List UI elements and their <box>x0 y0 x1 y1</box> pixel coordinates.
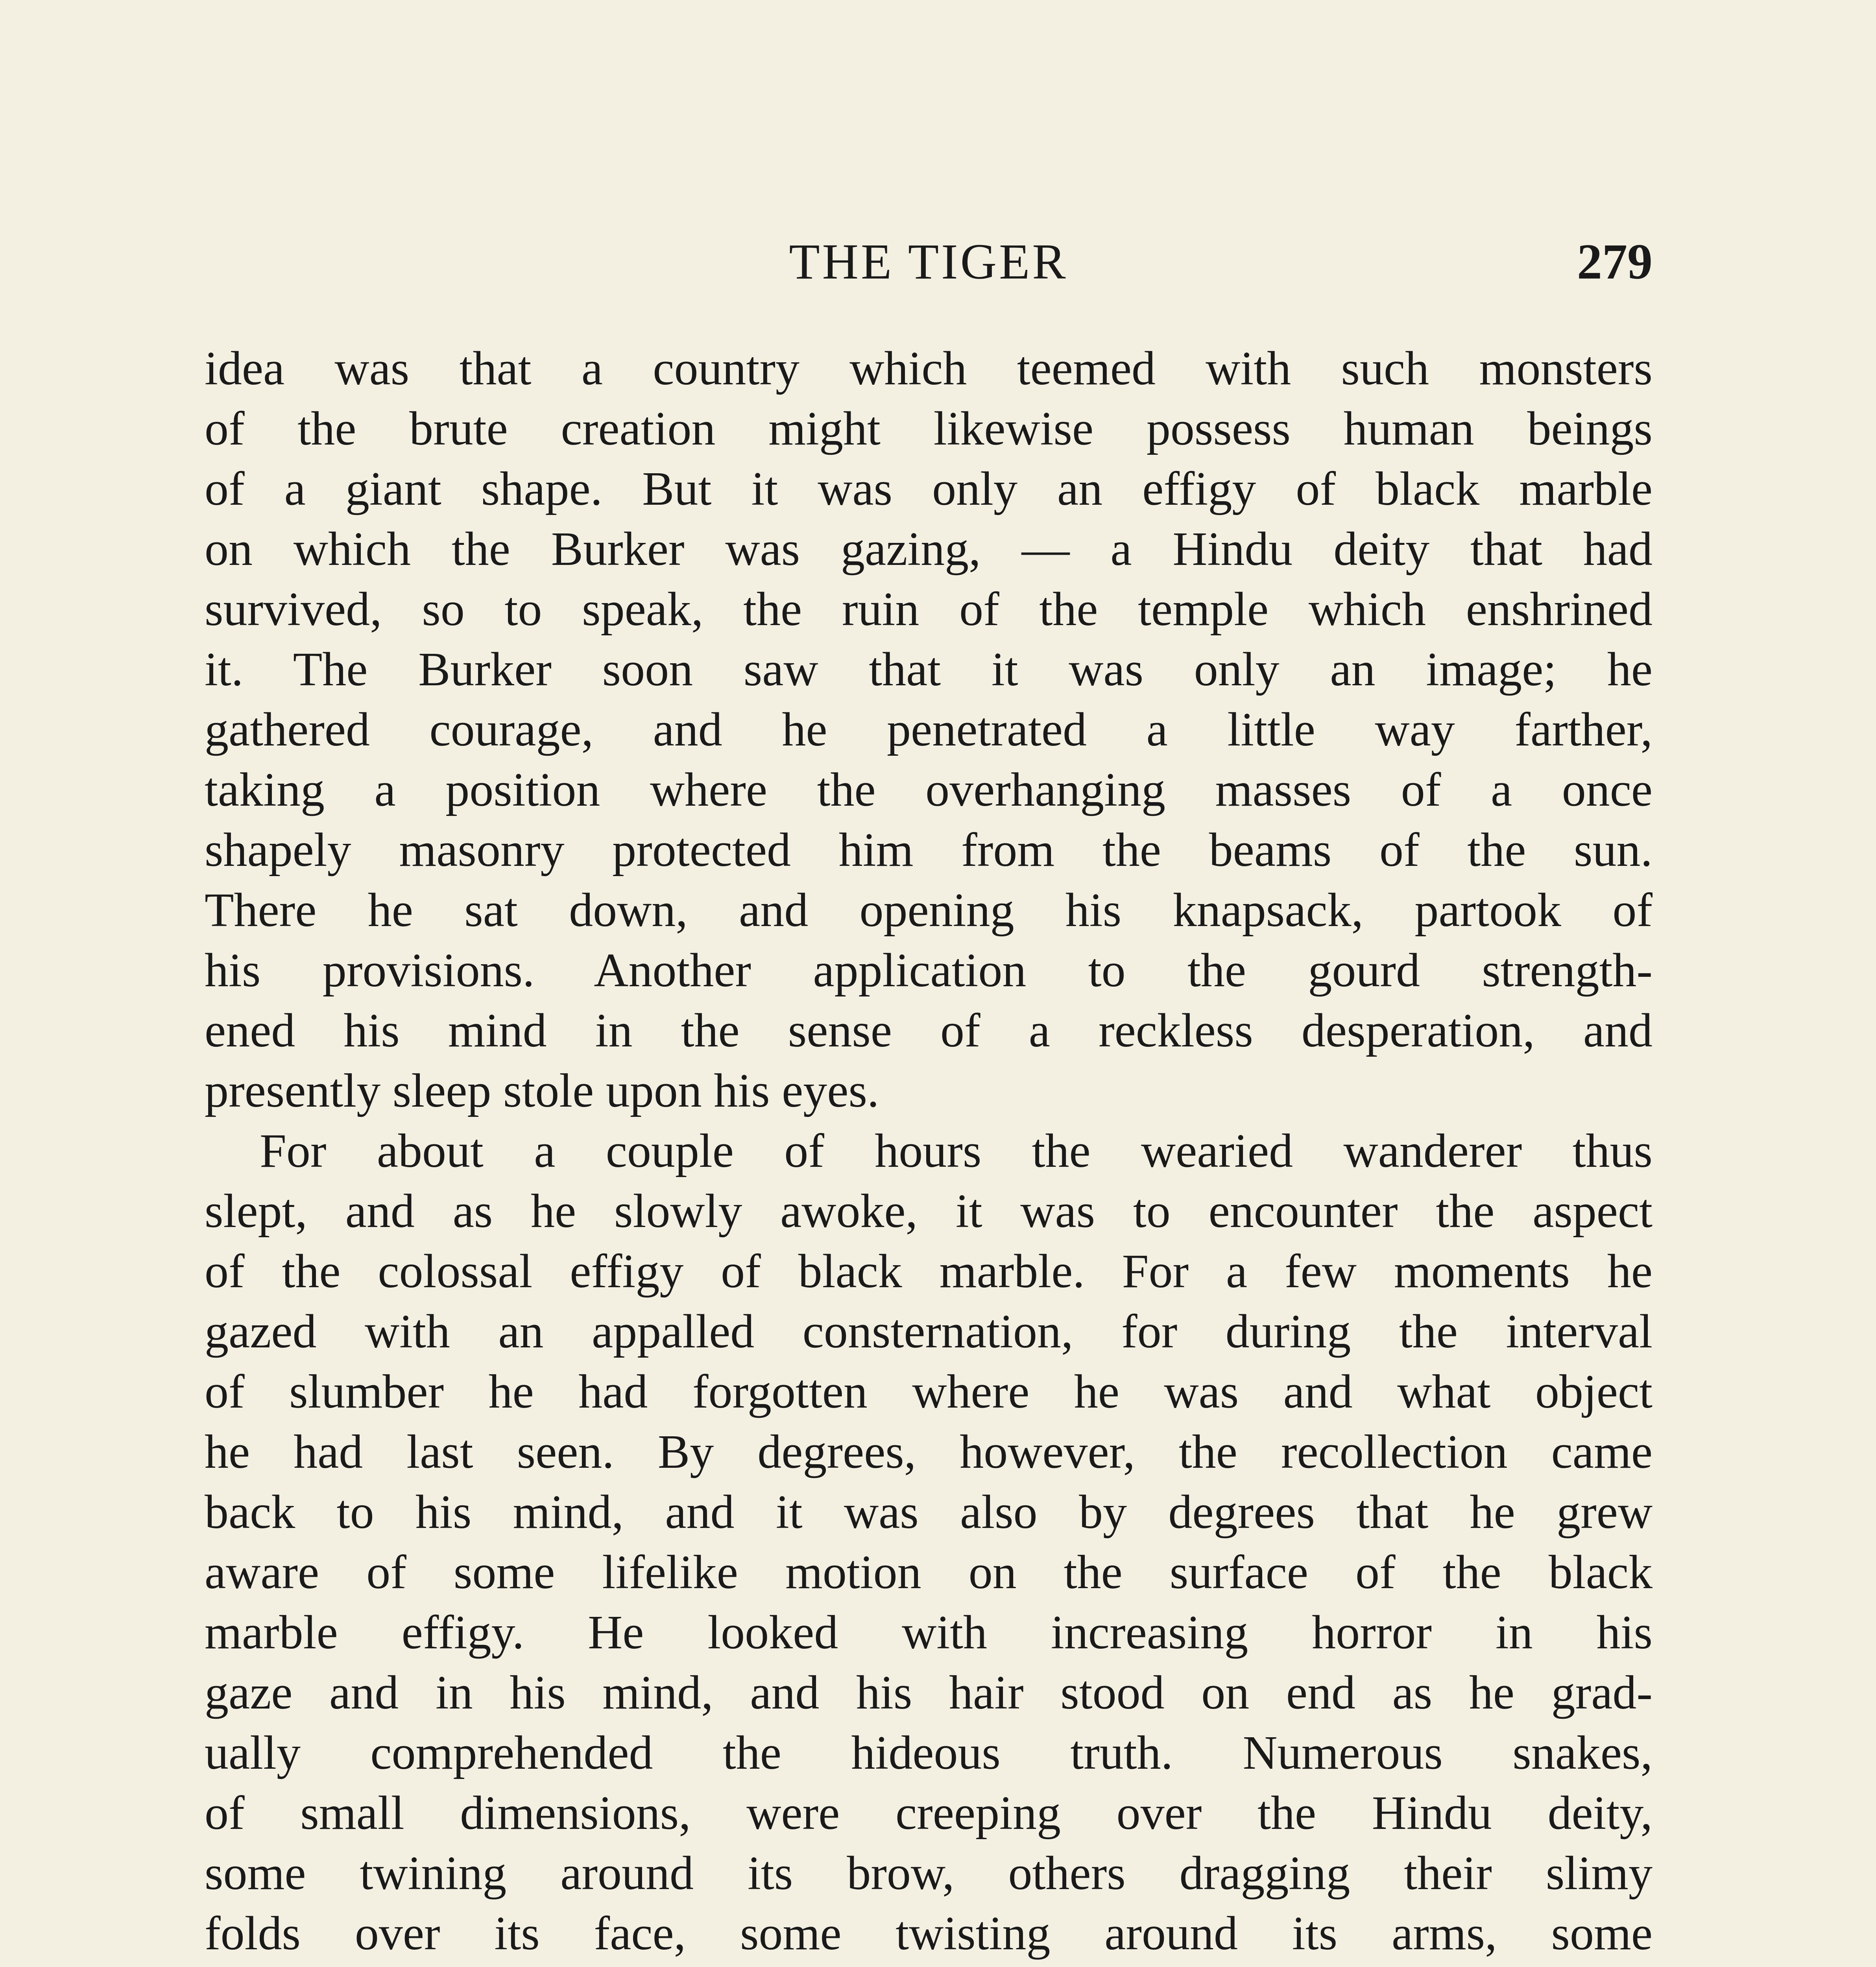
text-line: idea was that a country which teemed with such monsters <box>205 342 1653 395</box>
text-line: of small dimensions, were creeping over the Hindu deity, <box>205 1786 1653 1840</box>
text-line: on which the Burker was gazing, — a Hindu deity that had <box>205 522 1653 576</box>
text-line: shapely masonry protected him from the beams of the sun. <box>205 823 1653 876</box>
body-text <box>205 338 1653 1967</box>
text-line: aware of some lifelike motion on the surface of the black <box>205 1546 1653 1599</box>
paragraph-1 <box>205 338 1653 1121</box>
page-number: 279 <box>1577 234 1653 290</box>
text-line <box>205 1963 1653 1967</box>
text-line: taking a position where the overhanging masses of a once <box>205 763 1653 816</box>
text-line: he had last seen. By degrees, however, the recollection came <box>205 1425 1653 1478</box>
text-line: presently sleep stole upon his eyes. <box>205 1064 879 1117</box>
text-line: gaze and in his mind, and his hair stood on end as he grad- <box>205 1666 1653 1719</box>
text-line: There he sat down, and opening his knapsack, partook of <box>205 884 1653 937</box>
text-line: of the colossal effigy of black marble. For a few moments he <box>205 1245 1653 1298</box>
text-line: his provisions. Another application to the gourd strength- <box>205 944 1653 997</box>
text-line: folds over its face, some twisting around its arms, some <box>205 1907 1653 1960</box>
text-line: gathered courage, and he penetrated a little way farther, <box>205 703 1653 756</box>
running-title: THE TIGER <box>789 234 1068 290</box>
text-line: survived, so to speak, the ruin of the temple which enshrined <box>205 583 1653 636</box>
text-line: gazed with an appalled consternation, for during the interval <box>205 1305 1653 1358</box>
text-line: of slumber he had forgotten where he was and what object <box>205 1365 1653 1418</box>
text-line: marble effigy. He looked with increasing horror in his <box>205 1606 1653 1659</box>
paragraph-2 <box>205 1121 1653 1967</box>
page-header <box>205 230 1653 293</box>
text-line: some twining around its brow, others dragging their slimy <box>205 1847 1653 1900</box>
text-line: of a giant shape. But it was only an effigy of black marble <box>205 462 1653 515</box>
text-line: ually comprehended the hideous truth. Numerous snakes, <box>205 1726 1653 1779</box>
text-line: of the brute creation might likewise possess human beings <box>205 402 1653 455</box>
text-line: slept, and as he slowly awoke, it was to encounter the aspect <box>205 1185 1653 1238</box>
text-line: it. The Burker soon saw that it was only an image; he <box>205 643 1653 696</box>
text-line: ened his mind in the sense of a reckless desperation, and <box>205 1004 1653 1057</box>
text-line: For about a couple of hours the wearied wanderer thus <box>260 1124 1653 1177</box>
text-line: back to his mind, and it was also by degrees that he grew <box>205 1485 1653 1539</box>
